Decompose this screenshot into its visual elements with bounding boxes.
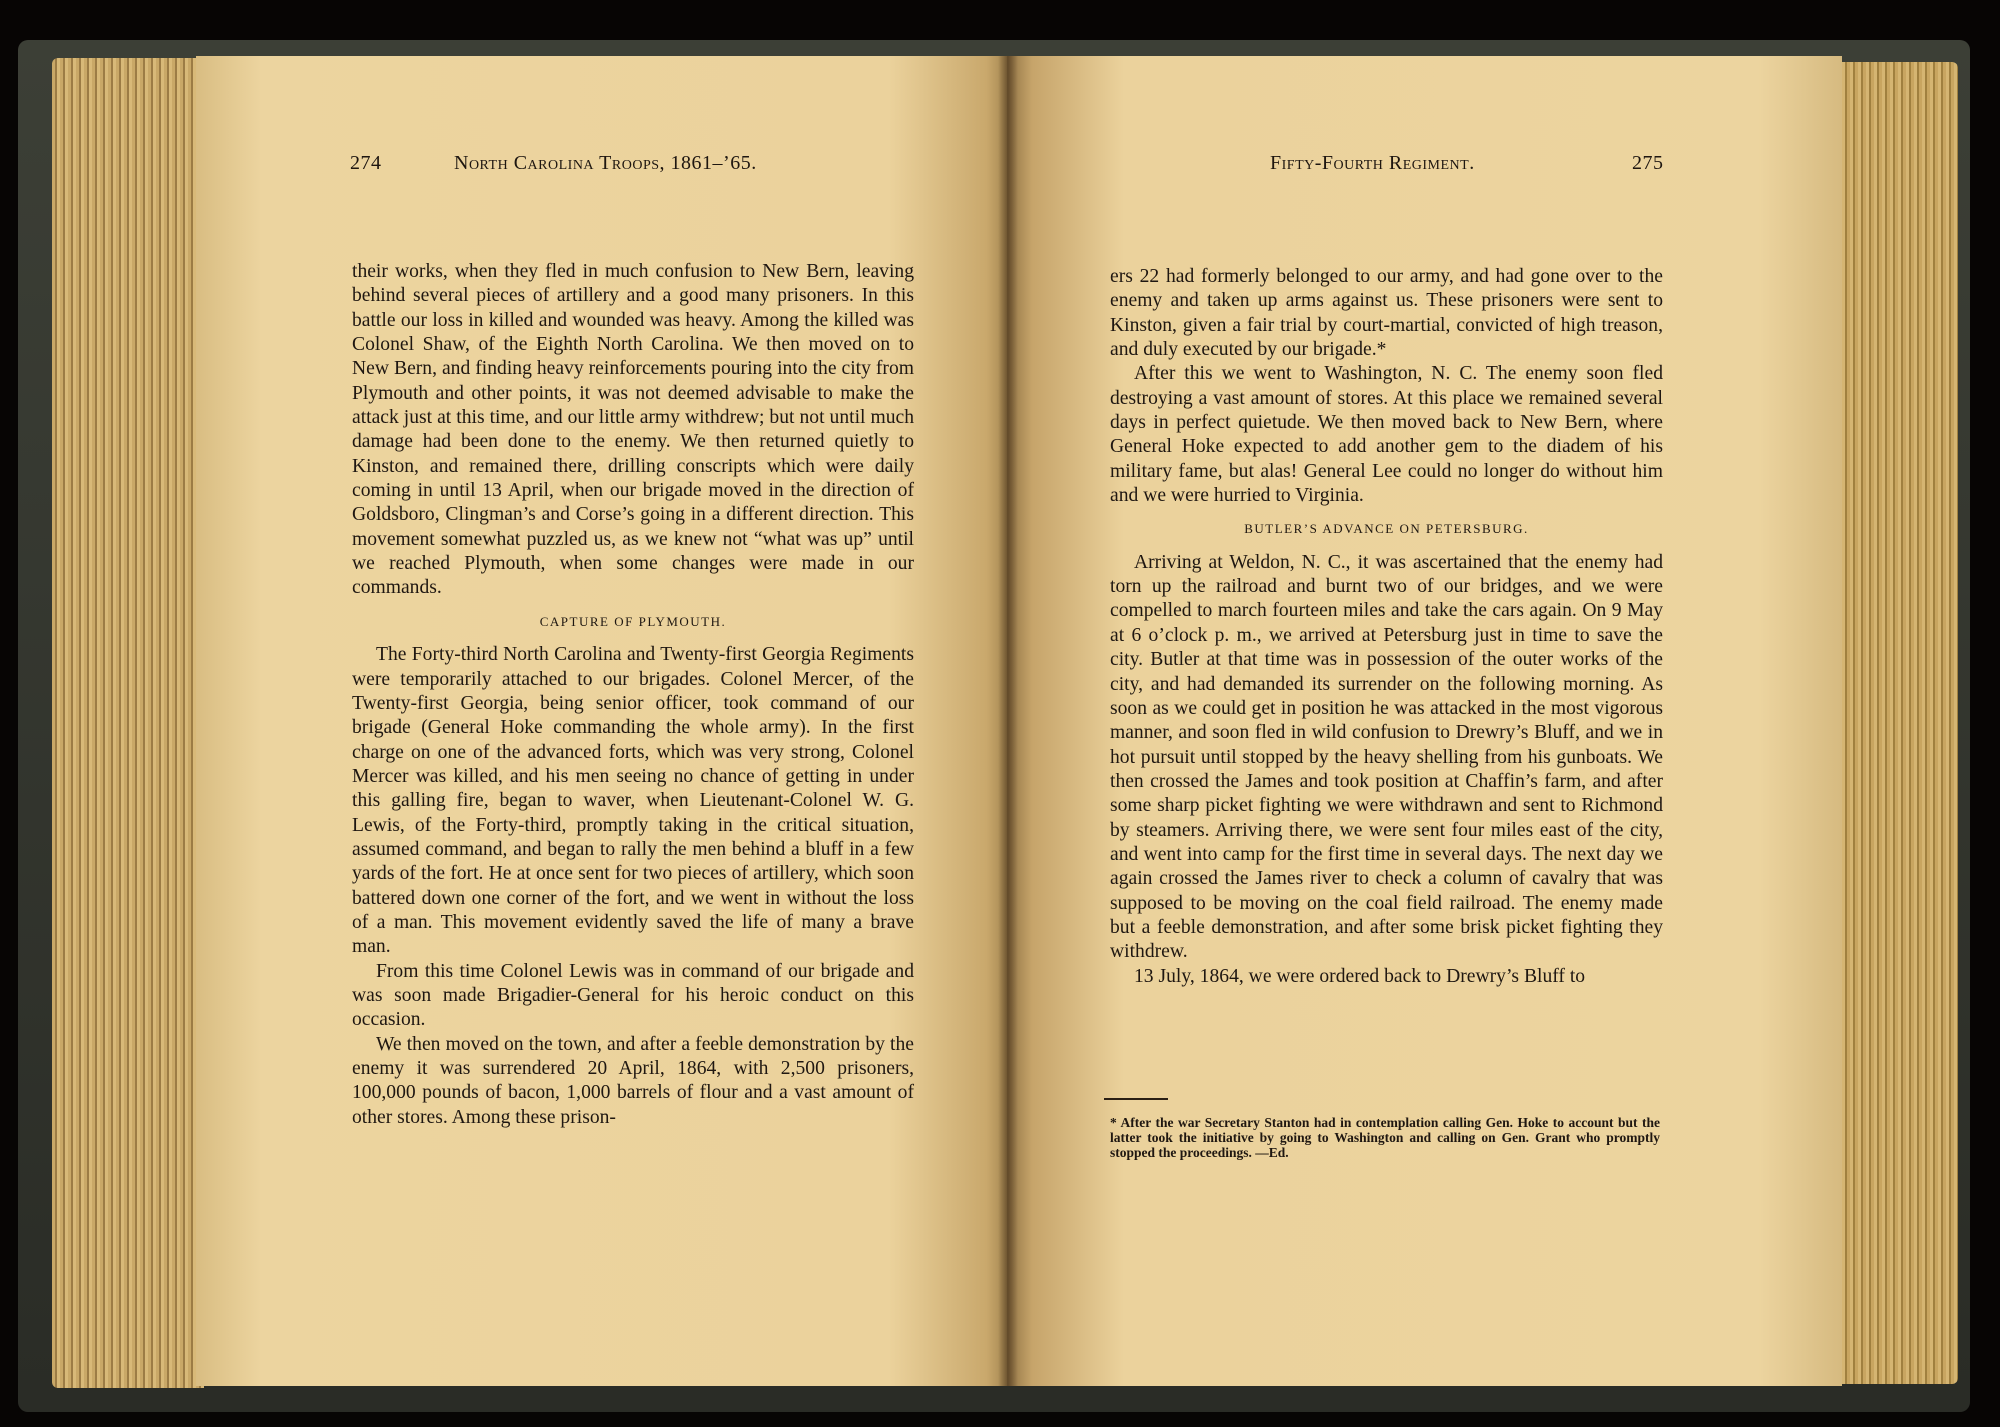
footnote-rule — [1104, 1098, 1168, 1100]
page-edges-left — [52, 58, 204, 1388]
right-page-number: 275 — [1632, 152, 1664, 174]
book-gutter — [998, 56, 1018, 1386]
right-paragraph-2: After this we went to Washington, N. C. The enemy soon fled destroying a vast amount of stores. At this place we remained several days in perfect quietude. We then moved back to New Bern, where General Hoke expected to add another gem to the diadem of his military fame, but alas! General Lee could no longer do without him and we were hurried to Virginia. — [1110, 363, 1663, 507]
right-page-header — [1110, 152, 1670, 182]
left-page-number: 274 — [350, 152, 382, 174]
right-paragraph-4: 13 July, 1864, we were ordered back to Drewry’s Bluff to — [1134, 965, 1586, 987]
left-paragraph-2: The Forty-third North Carolina and Twenty-first Georgia Regiments were temporarily attached to our brigades. Colonel Mercer, of the Twenty-first Georgia, being senior officer, took command of our brigade (General Hoke commanding the whole army). In the first charge on one of the advanced forts, which was very strong, Colonel Mercer was killed, and his men seeing no chance of getting in under this galling fire, began to waver, when Lieutenant-Colonel W. G. Lewis, of the Forty-third, promptly taking in the critical situation, assumed command, and began to rally the men behind a bluff in a few yards of the fort. He at once sent for two pieces of artillery, which soon battered down one corner of the fort, and we went in without the loss of a man. This movement evidently saved the life of many a brave man. — [352, 644, 914, 958]
section-heading-butlers-advance: BUTLER’S ADVANCE ON PETERSBURG. — [1244, 521, 1529, 537]
section-heading-capture-of-plymouth: CAPTURE OF PLYMOUTH. — [539, 613, 727, 629]
left-paragraph-1: their works, when they fled in much confusion to New Bern, leaving behind several pieces of artillery and a good many prisoners. In this battle our loss in killed and wounded was heavy. Among the killed was Colonel Shaw, of the Eighth North Carolina. We then moved on to New Bern, and finding heavy reinforcements pouring into the city from Plymouth and other points, it was not deemed advisable to make the attack just at this time, and our little army withdrew; but not until much damage had been done to the enemy. We then returned quietly to Kinston, and remained there, drilling conscripts which were daily coming in until 13 April, when our brigade moved in the direction of Goldsboro, Clingman’s and Corse’s going in a different direction. This movement somewhat puzzled us, as we knew not “what was up” until we reached Plymouth, when some changes were made in our commands. — [352, 261, 914, 599]
left-paragraph-3: From this time Colonel Lewis was in command of our brigade and was soon made Brigadier-General for his heroic conduct on this occasion. — [352, 960, 914, 1031]
left-page-header — [350, 152, 915, 182]
right-paragraph-3: Arriving at Weldon, N. C., it was ascertained that the enemy had torn up the railroad and burnt two of our bridges, and we were compelled to march fourteen miles and take the cars again. On 9 May at 6 o’clock p. m., we arrived at Petersburg just in time to save the city. Butler at that time was in possession of the outer works of the city, and had demanded its surrender on the following morning. As soon as we could get in position he was attacked in the most vigorous manner, and soon fled in wild confusion to Drewry’s Bluff, and we in hot pursuit until stopped by the heavy shelling from his gunboats. We then crossed the James and took position at Chaffin’s farm, and after some sharp picket fighting we were withdrawn and sent to Richmond by steamers. Arriving there, we were sent four miles east of the city, and went into camp for the first time in several days. The next day we again crossed the James river to check a column of cavalry that was supposed to be moving on the coal field railroad. The enemy made but a feeble demonstration, and after some brisk picket fighting they withdrew. — [1110, 551, 1663, 963]
left-page-body — [352, 260, 914, 1130]
right-page-body — [1110, 265, 1663, 989]
right-running-head: Fifty-Fourth Regiment. — [1270, 152, 1475, 174]
left-running-head: North Carolina Troops, 1861–’65. — [454, 152, 757, 174]
footnote: * After the war Secretary Stanton had in contemplation calling Gen. Hoke to account but the latter took the initiative by going to Washington and calling on Gen. Grant who promptly stopped the proceedings. —Ed. — [1110, 1115, 1660, 1160]
right-paragraph-1: ers 22 had formerly belonged to our army, and had gone over to the enemy and taken up arms against us. These prisoners were sent to Kinston, given a fair trial by court-martial, convicted of high treason, and duly executed by our brigade.* — [1110, 266, 1663, 361]
left-paragraph-4: We then moved on the town, and after a feeble demonstration by the enemy it was surrendered 20 April, 1864, with 2,500 prisoners, 100,000 pounds of bacon, 1,000 barrels of flour and a vast amount of other stores. Among these prison- — [352, 1033, 914, 1128]
